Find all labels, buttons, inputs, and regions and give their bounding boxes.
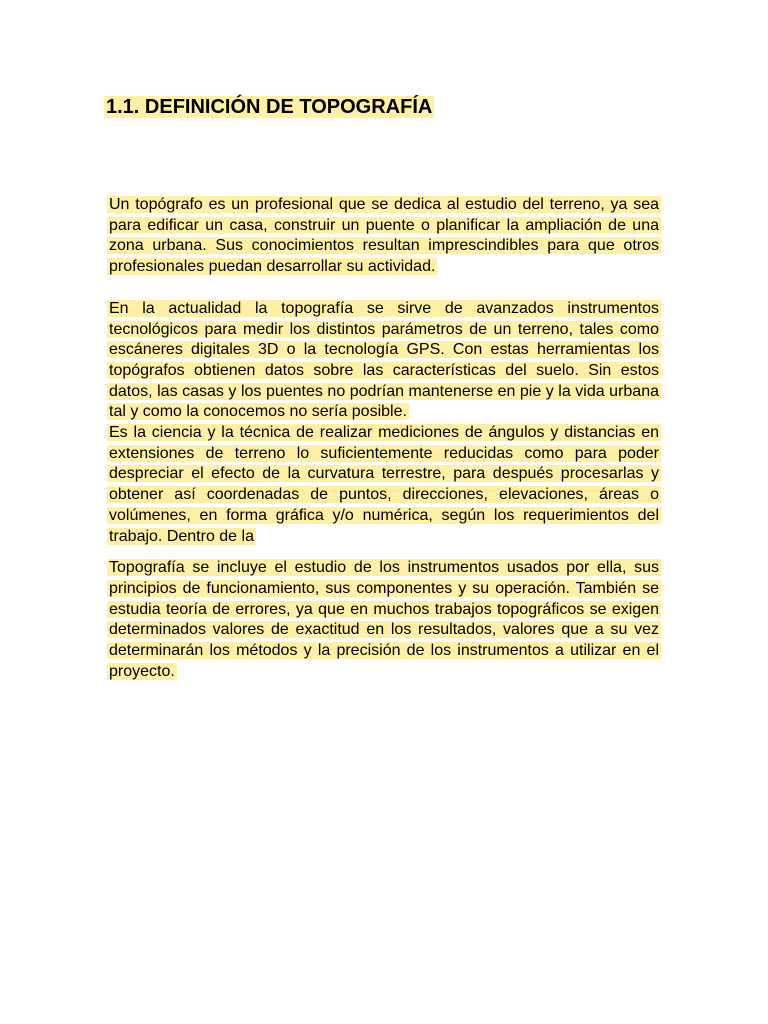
paragraph-2: [107, 299, 661, 423]
paragraph-1: [107, 195, 661, 278]
section-heading: [104, 94, 434, 120]
paragraph-3-text: Es la ciencia y la técnica de realizar mediciones de ángulos y distancias en extensiones de terreno lo suficientemente reducidas como para poder despreciar el efecto de la curvatura terrestre, para después procesarlas y obtener así coordenadas de puntos, direcciones, elevaciones, áreas o volúmenes, en forma gráfica y/o numérica, según los requerimientos del trabajo. Dentro de la: [109, 424, 659, 545]
heading-text: 1.1. DEFINICIÓN DE TOPOGRAFÍA: [106, 96, 433, 118]
paragraph-3: [107, 423, 661, 547]
paragraph-1-text: Un topógrafo es un profesional que se dedica al estudio del terreno, ya sea para edificar un casa, construir un puente o planificar la ampliación de una zona urbana. Sus conocimientos resultan imprescindibles para que otros profesionales puedan desarrollar su actividad.: [109, 196, 659, 276]
paragraph-2-text: En la actualidad la topografía se sirve de avanzados instrumentos tecnológicos para medir los distintos parámetros de un terreno, tales como escáneres digitales 3D o la tecnología GPS. Con estas herramientas los topógrafos obtienen datos sobre las características del suelo. Sin estos datos, las casas y los puentes no podrían mantenerse en pie y la vida urbana tal y como la conocemos no sería posible.: [109, 299, 659, 421]
document-body: [107, 195, 661, 682]
paragraph-4-text: Topografía se incluye el estudio de los instrumentos usados por ella, sus principios de funcionamiento, sus componentes y su operación. También se estudia teoría de errores, ya que en muchos trabajos topográficos se exigen determinados valores de exactitud en los resultados, valores que a su vez determinarán los métodos y la precisión de los instrumentos a utilizar en el proyecto.: [109, 559, 659, 680]
paragraph-4: [107, 558, 661, 682]
